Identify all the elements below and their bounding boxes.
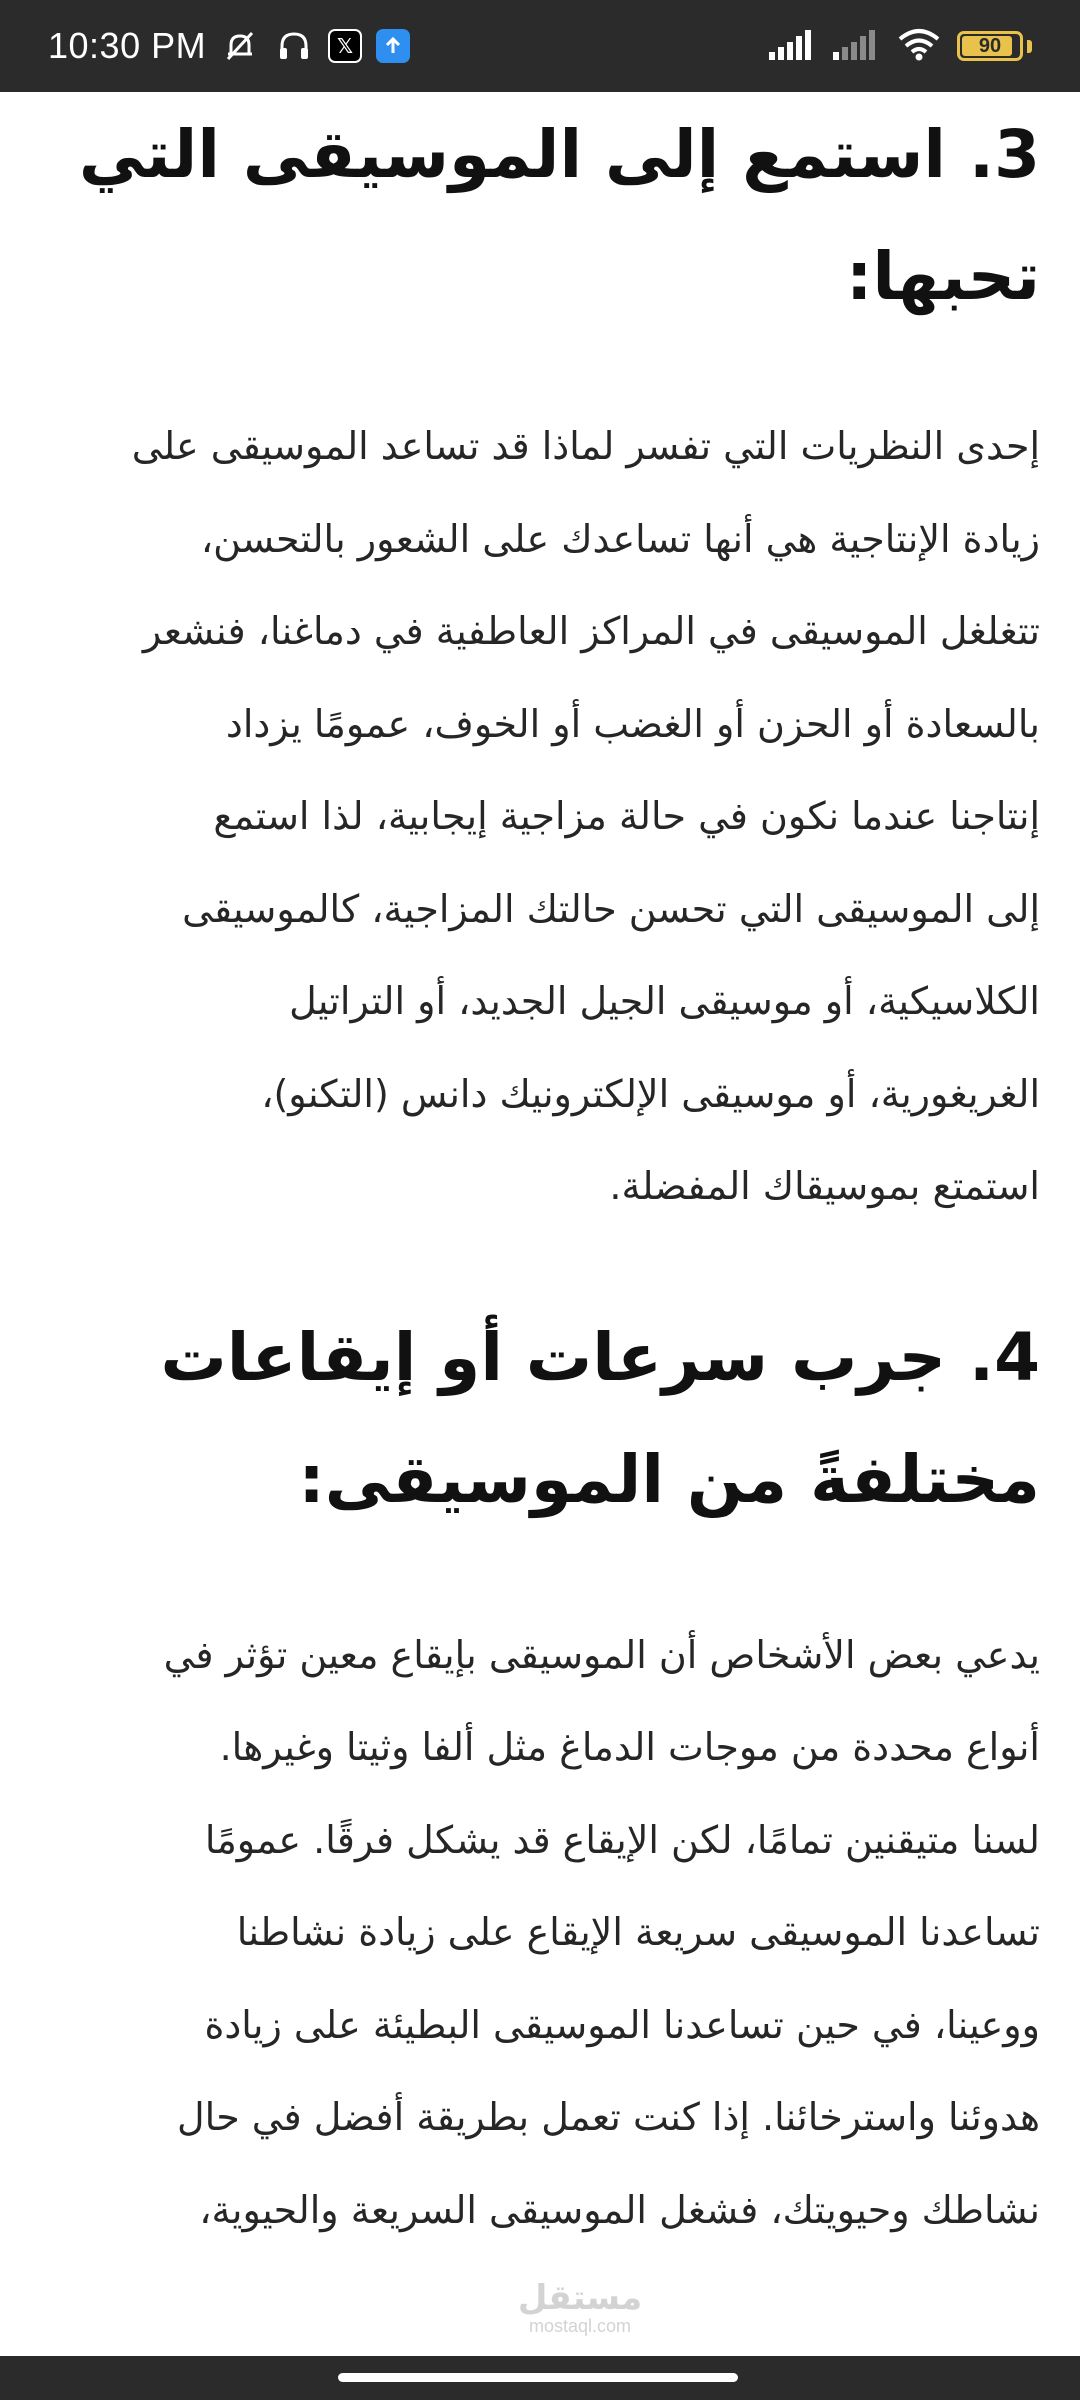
section-4-heading-line: 4. جرب سرعات أو إيقاعات (160, 1318, 1040, 1396)
paragraph-line: إحدى النظريات التي تفسر لماذا قد تساعد الموسيقى على (131, 424, 1040, 468)
mostaql-watermark (510, 2280, 650, 2336)
paragraph-line: إلى الموسيقى التي تحسن حالتك المزاجية، كالموسيقى (182, 886, 1040, 931)
paragraph-line: نشاطك وحيويتك، فشغل الموسيقى السريعة والحيوية، (199, 2187, 1040, 2232)
paragraph-line: الكلاسيكية، أو موسيقى الجيل الجديد، أو التراتيل (289, 979, 1040, 1023)
signal-icon (769, 28, 817, 64)
article-content (0, 92, 1080, 2356)
status-bar (0, 0, 1080, 92)
paragraph-line: استمتع بموسيقاك المفضلة. (609, 1164, 1040, 1208)
section-4-heading (46, 1297, 1040, 1541)
battery-icon (957, 31, 1023, 61)
status-bar-left (48, 25, 410, 67)
signal-icon (833, 28, 881, 64)
wifi-icon (897, 27, 941, 65)
paragraph-line: زيادة الإنتاجية هي أنها تساعدك على الشعور بالتحسن، (200, 516, 1040, 561)
section-3-paragraph (46, 400, 1040, 1233)
watermark-latin: mostaql.com (528, 2316, 632, 2336)
x-app-icon: 𝕏 (328, 29, 362, 63)
status-bar-right (769, 27, 1032, 65)
paragraph-line: الغريغورية، أو موسيقى الإلكترونيك دانس (التكنو)، (261, 1071, 1040, 1116)
mute-bell-icon (220, 26, 260, 66)
paragraph-line: بالسعادة أو الحزن أو الغضب أو الخوف، عمومًا يزداد (225, 701, 1040, 746)
headset-icon (274, 26, 314, 66)
section-3-heading (46, 94, 1040, 338)
battery-nub (1027, 40, 1032, 53)
paragraph-line: تتغلغل الموسيقى في المراكز العاطفية في دماغنا، فنشعر (142, 609, 1040, 653)
upload-app-icon (376, 29, 410, 63)
paragraph-line: تساعدنا الموسيقى سريعة الإيقاع على زيادة نشاطنا (236, 1910, 1040, 1954)
paragraph-line: إنتاجنا عندما نكون في حالة مزاجية إيجابية، لذا استمع (213, 794, 1040, 838)
status-time: 10:30 PM (48, 25, 207, 66)
battery-level: 90 (978, 34, 1002, 57)
watermark-arabic: مستقل (517, 2278, 643, 2318)
section-4-paragraph (46, 1609, 1040, 2257)
paragraph-line: ووعينا، في حين تساعدنا الموسيقى البطيئة على زيادة (204, 2002, 1040, 2047)
navigation-bar (0, 2356, 1080, 2400)
section-3-heading-line: تحبها: (845, 238, 1040, 315)
paragraph-line: هدوئنا واسترخائنا. إذا كنت تعمل بطريقة أفضل في حال (177, 2095, 1040, 2139)
paragraph-line: يدعي بعض الأشخاص أن الموسيقى بإيقاع معين تؤثر في (163, 1632, 1040, 1677)
section-3-heading-line: 3. استمع إلى الموسيقى التي (78, 116, 1040, 193)
paragraph-line: أنواع محددة من موجات الدماغ مثل ألفا وثيتا وغيرها. (219, 1725, 1040, 1769)
section-4-heading-line: مختلفةً من الموسيقى: (298, 1440, 1040, 1518)
paragraph-line: لسنا متيقنين تمامًا، لكن الإيقاع قد يشكل فرقًا. عمومًا (204, 1817, 1040, 1862)
home-gesture-handle[interactable] (338, 2373, 738, 2382)
